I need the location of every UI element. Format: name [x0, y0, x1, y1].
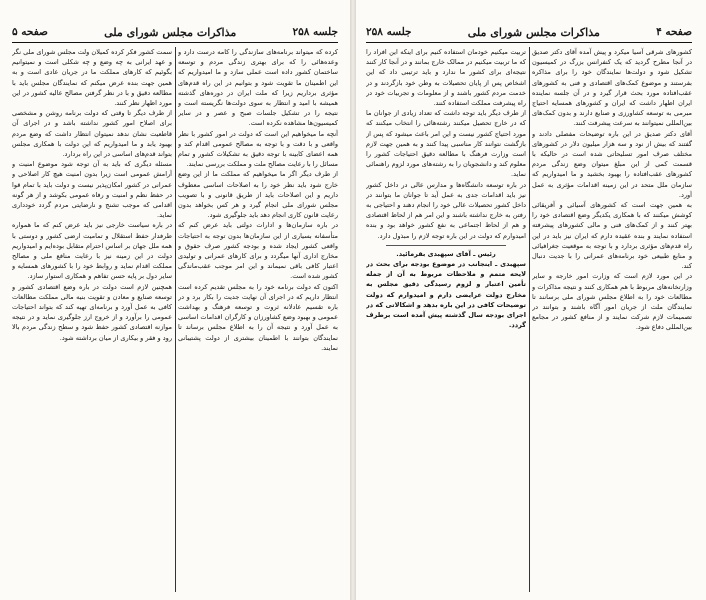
left-page-column-divider	[175, 47, 176, 592]
paragraph: در باره سازمان‌ها و ادارات دولتی باید عرض کنم که متأسفانه بسیاری از این سازمان‌ها بدون توجه به احتیاجات واقعی کشور ایجاد شده و بودجه کشور صرف حقوق و مخارج اداری آنها میگردد و برای کارهای عمرانی و تولیدی اعتبار کافی باقی نمیماند و این امر موجب عقب‌ماندگی کشور شده است.	[178, 221, 338, 281]
right-page-number: صفحه ۴	[656, 26, 692, 38]
left-page-header	[12, 24, 338, 40]
paragraph: آقای دکتر صدیق در این باره توضیحات مفصلی دادند و گفتند که بیش از نود و سه هزار میلیون دلار در کشورهای مختلف صرف امور تسلیحاتی شده است در حالیکه با قسمت کمی از این مبلغ میتوان وضع زندگی مردم کشورهای عقب‌افتاده را بهبود بخشید و ما امیدواریم که سازمان ملل متحد در این زمینه اقدامات مؤثری به عمل آورد.	[532, 129, 692, 199]
right-page	[356, 0, 706, 600]
paragraph: از طرف دیگر اگر ما میخواهیم که مملکت ما از این وضع خارج شود باید نظر خود را به اصلاحات اساسی معطوف داریم و این اصلاحات باید از طریق قانونی و با تصویب مجلس شورای ملی انجام گیرد و هر کس بخواهد بدون رعایت قانون کاری انجام دهد باید جلوگیری شود.	[178, 170, 338, 220]
paragraph: سمت کشور فکر کرده کمیلان ولت مجلس شورای ملی نگر و عهد ایرانی به چه وضع و چه شکلی است و نمیتوانیم بگوئیم که کارهای مملکت ما در جریان عادی است و به همین جهت بنده عرض میکنم که نمایندگان مجلس باید با مطالعه دقیق و با در نظر گرفتن مصالح عالیه کشور در این مورد اظهار نظر کنند.	[12, 48, 172, 108]
paragraph: در این مورد لازم است که وزارت امور خارجه و سایر وزارتخانه‌های مربوط با هم همکاری کنند و نتیجه مذاکرات و مطالعات خود را به اطلاع مجلس شورای ملی برسانند تا نمایندگان ملت از جریان امور آگاه باشند و بتوانند در تصمیمات لازم شرکت نمایند و از منافع کشور در مجامع بین‌المللی دفاع شود.	[532, 272, 692, 332]
left-page-number: صفحه ۵	[12, 26, 48, 38]
paragraph: کشورهای شرقی آسیا میکرد و پیش آمده آقای دکتر صدیق در آنجا مطرح گردید که یک کنفرانس بزرگ در کمیسیون تشکیل شود و دولت‌ها نمایندگان خود را برای مذاکره بفرستند و موضوع کمک‌های اقتصادی و فنی به کشورهای عقب‌افتاده مورد بحث قرار گیرد و در آن جلسه نماینده ایران اظهار داشت که ایران و کشورهای همسایه احتیاج مبرمی به توسعه کشاورزی و صنایع دارند و بدون کمک‌های بین‌المللی نمیتوانند به سرعت پیشرفت کنند.	[532, 48, 692, 128]
paragraph: از طرف دیگر باید توجه داشت که تعداد زیادی از جوانان ما که در خارج تحصیل میکنند رشته‌هائی را انتخاب میکنند که مورد احتیاج کشور نیست و این امر باعث میشود که پس از بازگشت نتوانند کار مناسبی پیدا کنند و به همین جهت لازم است وزارت فرهنگ با مطالعه دقیق احتیاجات کشور را معلوم کند و دانشجویان را به رشته‌های مورد لزوم راهنمائی نماید.	[366, 109, 526, 179]
right-page-header-rule	[366, 42, 692, 43]
left-page	[0, 0, 350, 600]
left-page-session: جلسه ۲۵۸	[292, 26, 338, 38]
speaker-call: رئیس ـ آقای سپهبدی بفرمائید.	[396, 249, 496, 258]
right-page-column-left	[366, 47, 526, 592]
paragraph: آنچه ما میخواهیم این است که دولت در امور کشور با نظر واقعی و با دقت و با توجه به مصالح عمومی اقدام کند و همه اعضای کابینه با توجه دقیق به تشکیلات کشور و تمام مسائل را با رعایت مصالح ملت و مملکت بررسی نمایند.	[178, 129, 338, 169]
right-page-header	[366, 24, 692, 40]
paragraph: تربیت میکنیم خودمان استفاده کنیم برای اینکه این افراد را که ما تربیت میکنیم در ممالک خارج بمانند و در آنجا کار کنند نتیجه‌ای برای کشور ما ندارد و باید ترتیبی داد که این اشخاص پس از پایان تحصیلات به وطن خود بازگردند و در خدمت مردم کشور باشند و از معلومات و تجربیات خود در راه پیشرفت مملکت استفاده کنند.	[366, 48, 526, 108]
left-page-title: مذاکرات مجلس شورای ملی	[104, 25, 237, 39]
left-page-column-right	[178, 47, 338, 592]
left-page-header-rule	[12, 42, 338, 43]
right-page-title: مذاکرات مجلس شورای ملی	[467, 25, 600, 39]
paragraph: همچنین لازم است دولت در باره وضع اقتصادی کشور و توسعه صنایع و معادن و تقویت بنیه مالی مملکت مطالعات کافی به عمل آورد و برنامه‌ای تهیه کند که بتواند احتیاجات عمومی را برآورد و از خروج ارز جلوگیری نماید و در نتیجه موازنه اقتصادی کشور حفظ شود و سطح زندگی مردم بالا رود و فقر و بیکاری از میان برداشته شود.	[12, 282, 172, 342]
right-page-column-divider	[529, 47, 530, 592]
right-page-column-right	[532, 47, 692, 592]
left-page-column-left	[12, 47, 172, 592]
right-page-session: جلسه ۲۵۸	[366, 26, 412, 38]
paragraph: در باره توسعه دانشگاه‌ها و مدارس عالی در داخل کشور نیز باید اقدامات جدی به عمل آید تا جوانان ما بتوانند در داخل کشور تحصیلات عالی خود را انجام دهند و احتیاجی به رفتن به خارج نداشته باشند و این امر هم از لحاظ اقتصادی و هم از لحاظ اجتماعی به نفع کشور خواهد بود و بنده امیدوارم که دولت در این باره توجه لازم را مبذول دارد.	[366, 180, 526, 240]
paragraph: در باره سیاست خارجی نیز باید عرض کنم که ما همواره طرفدار حفظ استقلال و تمامیت ارضی کشور و دوستی با همه ملل جهان بر اساس احترام متقابل بوده‌ایم و امیدواریم دولت در این زمینه نیز با رعایت منافع ملی و مصالح مملکت اقدام نماید و روابط خود را با کشورهای همسایه و سایر دول بر پایه حسن تفاهم و همکاری استوار سازد.	[12, 221, 172, 281]
paragraph: اکنون که دولت برنامه خود را به مجلس تقدیم کرده است انتظار داریم که در اجرای آن نهایت جدیت را بکار برد و در باره تقسیم عادلانه ثروت و توسعه فرهنگ و بهداشت عمومی و بهبود وضع کشاورزان و کارگران اقدامات اساسی به عمل آورد و نتیجه آن را به اطلاع مجلس برساند تا نمایندگان بتوانند با اطمینان بیشتری از دولت پشتیبانی نمایند.	[178, 282, 338, 352]
paragraph: کرده که میتواند برنامه‌های سازندگی را کامه درست دارد و وعده‌هائی را که برای بهتری زندگی مردم و توسعه ساختمان کشور داده است عملی سازد و ما امیدواریم که این اطمینان ما تقویت شود و بتوانیم در این راه قدم‌های مؤثری برداریم زیرا که ملت ایران در دوره‌های گذشته همیشه با امید و انتظار به سوی دولت‌ها نگریسته است و نتیجه را در تشکیل جلسات صبح و عصر و در سایر کمیسیون‌ها مشاهده نکرده است.	[178, 48, 338, 128]
paragraph: به همین جهت است که کشورهای آسیائی و آفریقائی کوشش میکنند که با همکاری یکدیگر وضع اقتصادی خود را بهتر کنند و از کمک‌های فنی و مالی کشورهای پیشرفته استفاده نمایند و بنده عقیده دارم که ایران نیز باید در این راه قدم‌های مؤثری بردارد و با توجه به موقعیت جغرافیائی و منابع طبیعی خود برنامه‌های عمرانی را با جدیت دنبال کند.	[532, 201, 692, 271]
paragraph: مسئله دیگری که باید به آن توجه شود موضوع امنیت و آرامش عمومی است زیرا بدون امنیت هیچ کار اصلاحی و عمرانی در کشور امکان‌پذیر نیست و دولت باید با تمام قوا در حفظ نظم و امنیت و رفاه عمومی بکوشد و از هر گونه اقدامی که موجب تشنج و نارضایتی مردم گردد خودداری نماید.	[12, 160, 172, 220]
speaker-paragraph: سپهبدی ـ اینجانب در موضوع بودجه برای بحث در لایحه متمم و ملاحظات مربوط به آن از جمله تأمین اعتبار و لزوم رسیدگی دقیق مجلس به مخارج دولت عرایضی دارم و امیدوارم که دولت توضیحات کافی در این باره بدهد و اشکالاتی که در اجرای بودجه سال گذشته پیش آمده است برطرف گردد.	[366, 260, 526, 330]
section-separator	[386, 245, 506, 246]
paragraph: از طرف دیگر تا وقتی که دولت برنامه روشن و مشخصی برای اصلاح امور کشور نداشته باشد و در اجرای آن قاطعیت نشان ندهد نمیتوان انتظار داشت که وضع مردم بهبود یابد و ما امیدواریم که این دولت با همکاری مجلس بتواند قدم‌های اساسی در این راه بردارد.	[12, 109, 172, 159]
